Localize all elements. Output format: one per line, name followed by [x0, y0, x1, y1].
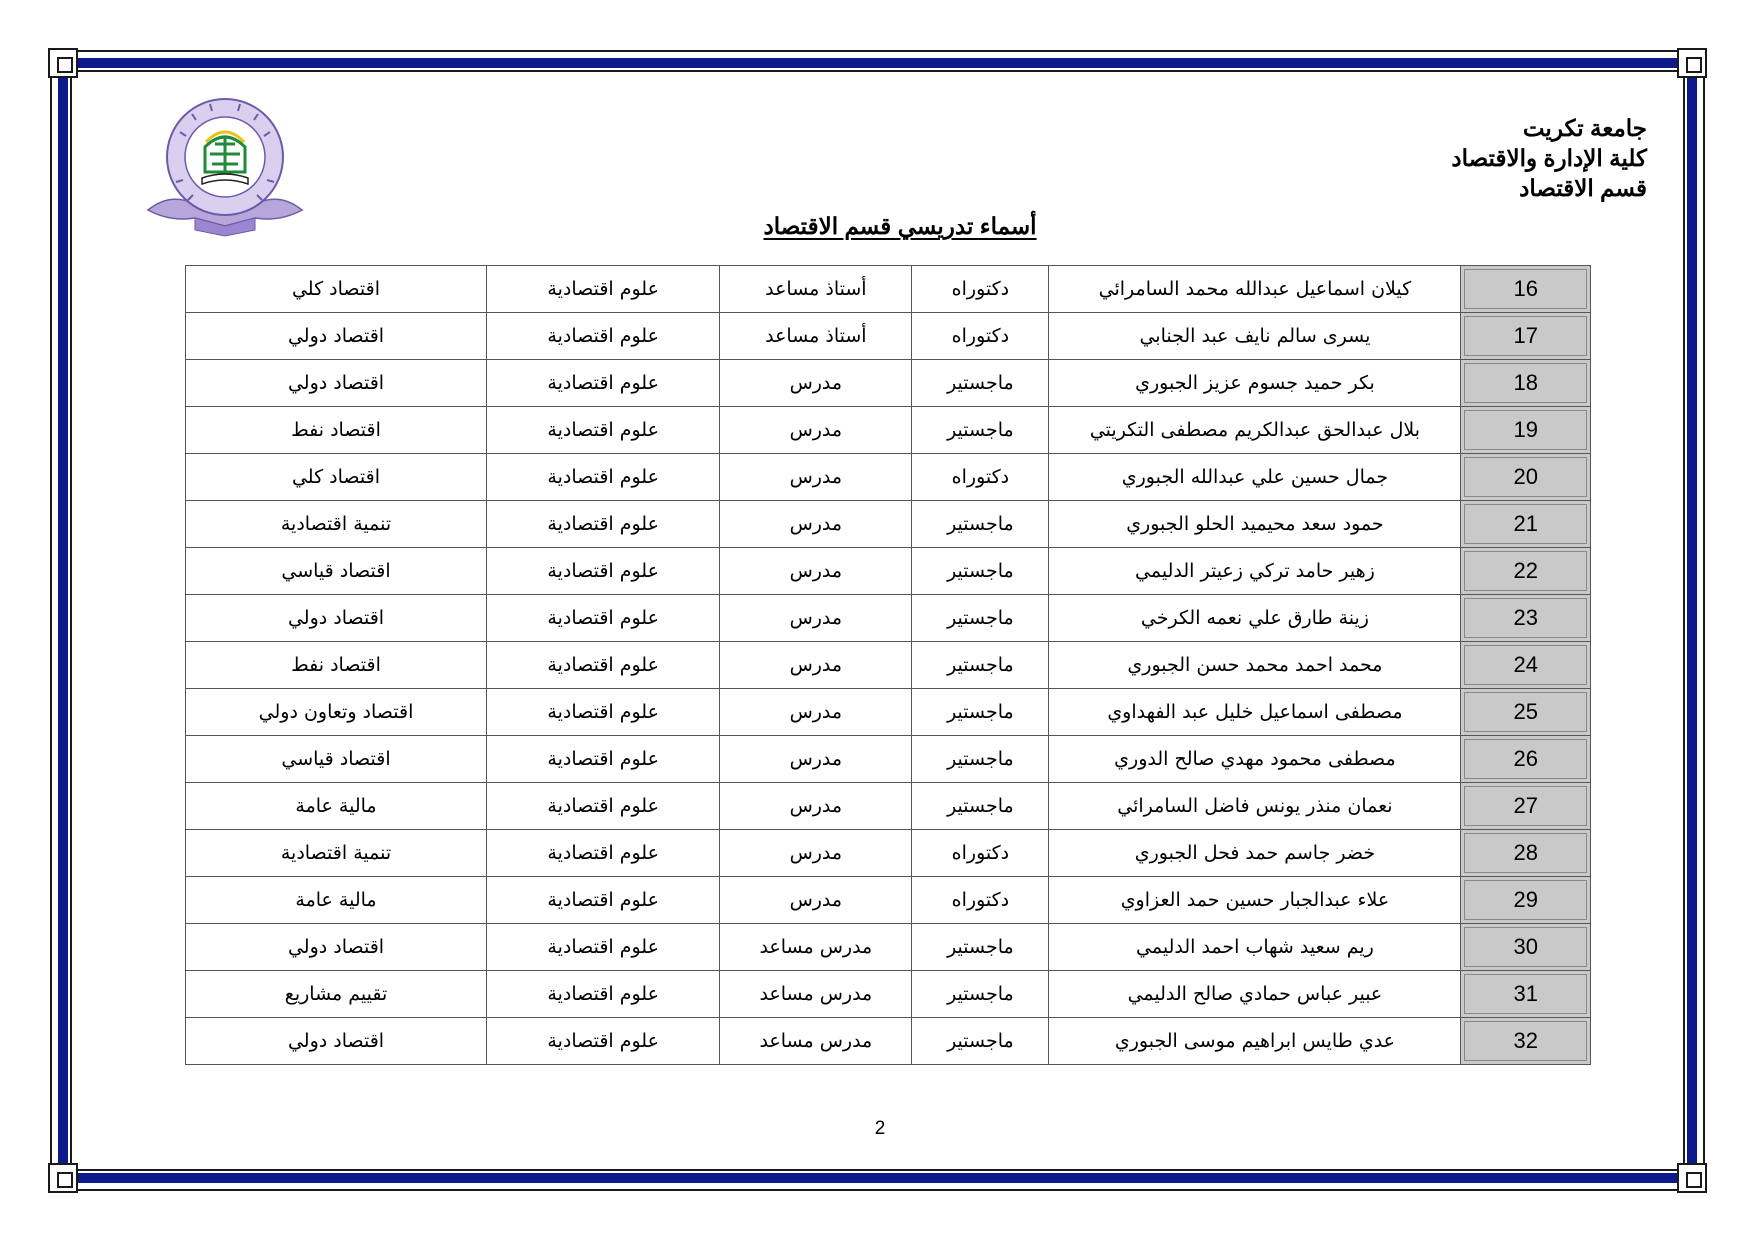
- row-number-cell: 26: [1461, 736, 1591, 783]
- staff-name-cell: علاء عبدالجبار حسين حمد العزاوي: [1049, 877, 1461, 924]
- frame-corner-bottom-left: [48, 1163, 78, 1193]
- academic-rank-cell: مدرس: [720, 783, 912, 830]
- row-number-cell: 27: [1461, 783, 1591, 830]
- row-number-cell: 31: [1461, 971, 1591, 1018]
- academic-rank-cell: مدرس: [720, 360, 912, 407]
- staff-name-cell: عبير عباس حمادي صالح الدليمي: [1049, 971, 1461, 1018]
- department-name: قسم الاقتصاد: [1519, 175, 1647, 201]
- academic-rank-cell: مدرس: [720, 548, 912, 595]
- staff-table: [185, 265, 1591, 1065]
- academic-degree-cell: ماجستير: [912, 548, 1049, 595]
- specialty-cell: اقتصاد دولي: [186, 595, 487, 642]
- staff-name-cell: حمود سعد محيميد الحلو الجبوري: [1049, 501, 1461, 548]
- row-number-cell: 25: [1461, 689, 1591, 736]
- table-row: [186, 689, 1591, 736]
- staff-name-cell: زينة طارق علي نعمه الكرخي: [1049, 595, 1461, 642]
- table-row: [186, 971, 1591, 1018]
- academic-degree-cell: ماجستير: [912, 689, 1049, 736]
- table-row: [186, 642, 1591, 689]
- staff-name-cell: نعمان منذر يونس فاضل السامرائي: [1049, 783, 1461, 830]
- academic-degree-cell: ماجستير: [912, 924, 1049, 971]
- academic-degree-cell: دكتوراه: [912, 313, 1049, 360]
- general-field-cell: علوم اقتصادية: [487, 689, 720, 736]
- academic-rank-cell: أستاذ مساعد: [720, 313, 912, 360]
- specialty-cell: اقتصاد دولي: [186, 360, 487, 407]
- general-field-cell: علوم اقتصادية: [487, 501, 720, 548]
- general-field-cell: علوم اقتصادية: [487, 1018, 720, 1065]
- specialty-cell: اقتصاد قياسي: [186, 548, 487, 595]
- academic-degree-cell: ماجستير: [912, 783, 1049, 830]
- academic-degree-cell: ماجستير: [912, 642, 1049, 689]
- specialty-cell: تنمية اقتصادية: [186, 830, 487, 877]
- general-field-cell: علوم اقتصادية: [487, 971, 720, 1018]
- general-field-cell: علوم اقتصادية: [487, 313, 720, 360]
- staff-name-cell: محمد احمد محمد حسن الجبوري: [1049, 642, 1461, 689]
- row-number-cell: 20: [1461, 454, 1591, 501]
- document-header: [1451, 113, 1647, 203]
- table-row: [186, 736, 1591, 783]
- frame-corner-bottom-right: [1677, 1163, 1707, 1193]
- row-number-cell: 17: [1461, 313, 1591, 360]
- staff-name-cell: خضر جاسم حمد فحل الجبوري: [1049, 830, 1461, 877]
- table-row: [186, 877, 1591, 924]
- table-row: [186, 266, 1591, 313]
- table-row: [186, 924, 1591, 971]
- general-field-cell: علوم اقتصادية: [487, 830, 720, 877]
- row-number-cell: 24: [1461, 642, 1591, 689]
- table-row: [186, 360, 1591, 407]
- staff-name-cell: جمال حسين علي عبدالله الجبوري: [1049, 454, 1461, 501]
- academic-rank-cell: مدرس: [720, 642, 912, 689]
- general-field-cell: علوم اقتصادية: [487, 642, 720, 689]
- academic-rank-cell: مدرس: [720, 689, 912, 736]
- specialty-cell: اقتصاد كلي: [186, 266, 487, 313]
- college-name: كلية الإدارة والاقتصاد: [1451, 145, 1647, 171]
- staff-name-cell: بلال عبدالحق عبدالكريم مصطفى التكريتي: [1049, 407, 1461, 454]
- general-field-cell: علوم اقتصادية: [487, 595, 720, 642]
- row-number-cell: 30: [1461, 924, 1591, 971]
- academic-rank-cell: مدرس: [720, 736, 912, 783]
- general-field-cell: علوم اقتصادية: [487, 736, 720, 783]
- academic-degree-cell: ماجستير: [912, 360, 1049, 407]
- specialty-cell: اقتصاد دولي: [186, 313, 487, 360]
- table-row: [186, 548, 1591, 595]
- academic-degree-cell: دكتوراه: [912, 830, 1049, 877]
- general-field-cell: علوم اقتصادية: [487, 360, 720, 407]
- college-logo: [140, 92, 310, 242]
- specialty-cell: تنمية اقتصادية: [186, 501, 487, 548]
- academic-rank-cell: مدرس: [720, 501, 912, 548]
- document-title: أسماء تدريسي قسم الاقتصاد: [763, 213, 1037, 239]
- academic-rank-cell: مدرس مساعد: [720, 1018, 912, 1065]
- specialty-cell: اقتصاد كلي: [186, 454, 487, 501]
- table-row: [186, 501, 1591, 548]
- academic-rank-cell: مدرس: [720, 595, 912, 642]
- general-field-cell: علوم اقتصادية: [487, 783, 720, 830]
- academic-degree-cell: ماجستير: [912, 595, 1049, 642]
- row-number-cell: 18: [1461, 360, 1591, 407]
- general-field-cell: علوم اقتصادية: [487, 924, 720, 971]
- specialty-cell: مالية عامة: [186, 877, 487, 924]
- general-field-cell: علوم اقتصادية: [487, 877, 720, 924]
- staff-name-cell: عدي طايس ابراهيم موسى الجبوري: [1049, 1018, 1461, 1065]
- academic-rank-cell: أستاذ مساعد: [720, 266, 912, 313]
- staff-name-cell: ريم سعيد شهاب احمد الدليمي: [1049, 924, 1461, 971]
- table-row: [186, 830, 1591, 877]
- academic-degree-cell: ماجستير: [912, 1018, 1049, 1065]
- row-number-cell: 22: [1461, 548, 1591, 595]
- row-number-cell: 21: [1461, 501, 1591, 548]
- table-row: [186, 783, 1591, 830]
- table-row: [186, 595, 1591, 642]
- specialty-cell: اقتصاد دولي: [186, 1018, 487, 1065]
- row-number-cell: 32: [1461, 1018, 1591, 1065]
- academic-rank-cell: مدرس مساعد: [720, 924, 912, 971]
- specialty-cell: اقتصاد نفط: [186, 642, 487, 689]
- general-field-cell: علوم اقتصادية: [487, 266, 720, 313]
- academic-rank-cell: مدرس: [720, 877, 912, 924]
- row-number-cell: 29: [1461, 877, 1591, 924]
- staff-name-cell: زهير حامد تركي زعيتر الدليمي: [1049, 548, 1461, 595]
- table-row: [186, 454, 1591, 501]
- academic-rank-cell: مدرس مساعد: [720, 971, 912, 1018]
- general-field-cell: علوم اقتصادية: [487, 407, 720, 454]
- specialty-cell: اقتصاد وتعاون دولي: [186, 689, 487, 736]
- row-number-cell: 23: [1461, 595, 1591, 642]
- academic-degree-cell: ماجستير: [912, 501, 1049, 548]
- specialty-cell: تقييم مشاريع: [186, 971, 487, 1018]
- specialty-cell: اقتصاد قياسي: [186, 736, 487, 783]
- row-number-cell: 16: [1461, 266, 1591, 313]
- specialty-cell: اقتصاد نفط: [186, 407, 487, 454]
- staff-name-cell: يسرى سالم نايف عبد الجنابي: [1049, 313, 1461, 360]
- academic-rank-cell: مدرس: [720, 454, 912, 501]
- academic-degree-cell: ماجستير: [912, 971, 1049, 1018]
- row-number-cell: 28: [1461, 830, 1591, 877]
- page-number: 2: [874, 1118, 886, 1139]
- academic-degree-cell: ماجستير: [912, 407, 1049, 454]
- row-number-cell: 19: [1461, 407, 1591, 454]
- staff-name-cell: كيلان اسماعيل عبدالله محمد السامرائي: [1049, 266, 1461, 313]
- table-row: [186, 313, 1591, 360]
- academic-degree-cell: دكتوراه: [912, 454, 1049, 501]
- table-row: [186, 1018, 1591, 1065]
- staff-name-cell: مصطفى محمود مهدي صالح الدوري: [1049, 736, 1461, 783]
- staff-name-cell: مصطفى اسماعيل خليل عبد الفهداوي: [1049, 689, 1461, 736]
- academic-rank-cell: مدرس: [720, 407, 912, 454]
- table-row: [186, 407, 1591, 454]
- general-field-cell: علوم اقتصادية: [487, 454, 720, 501]
- frame-corner-top-left: [48, 48, 78, 78]
- academic-degree-cell: ماجستير: [912, 736, 1049, 783]
- specialty-cell: مالية عامة: [186, 783, 487, 830]
- university-name: جامعة تكريت: [1522, 115, 1647, 141]
- academic-rank-cell: مدرس: [720, 830, 912, 877]
- staff-name-cell: بكر حميد جسوم عزيز الجبوري: [1049, 360, 1461, 407]
- specialty-cell: اقتصاد دولي: [186, 924, 487, 971]
- frame-corner-top-right: [1677, 48, 1707, 78]
- general-field-cell: علوم اقتصادية: [487, 548, 720, 595]
- academic-degree-cell: دكتوراه: [912, 266, 1049, 313]
- academic-degree-cell: دكتوراه: [912, 877, 1049, 924]
